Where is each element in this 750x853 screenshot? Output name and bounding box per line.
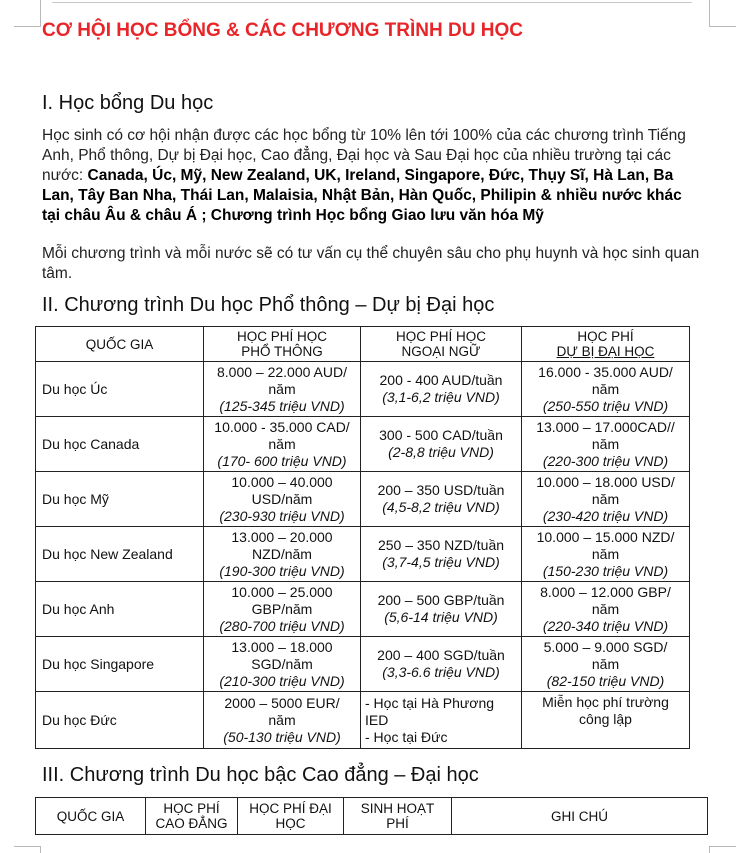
fee-line: SGD/năm — [251, 655, 313, 672]
fee-vnd: (150-230 triệu VND) — [542, 562, 669, 579]
table-row — [36, 417, 690, 472]
fee-line: năm — [591, 380, 620, 397]
foundation-fee-cell — [522, 637, 690, 692]
language-fee-cell — [361, 637, 522, 692]
country-cell: Du học New Zealand — [36, 527, 204, 582]
header-line: HỌC PHÍ HỌC — [395, 329, 486, 344]
page-corner-mark — [14, 846, 41, 853]
fee-vnd: (3,3-6.6 triệu VND) — [382, 664, 500, 680]
fee-line: GBP/năm — [251, 600, 313, 617]
fee-vnd: (82-150 triệu VND) — [546, 672, 665, 689]
fee-vnd: (5,6-14 triệu VND) — [384, 609, 498, 625]
fee-vnd: (230-930 triệu VND) — [219, 507, 345, 524]
header-line: HỌC PHÍ — [577, 329, 634, 344]
fee-vnd: (190-300 triệu VND) — [219, 562, 345, 579]
fee-line: USD/năm — [251, 490, 313, 507]
college-fee-table — [35, 797, 708, 835]
fee-vnd: (250-550 triệu VND) — [542, 397, 669, 414]
highschool-fee-cell — [204, 472, 361, 527]
language-fee-cell — [361, 362, 522, 417]
fee-line: 300 - 500 CAD/tuần — [379, 427, 503, 443]
fee-line: 13.000 – 20.000 — [231, 528, 333, 545]
header-line: SINH HOẠT — [360, 801, 435, 816]
header-line: DỰ BỊ ĐẠI HỌC — [556, 344, 655, 359]
fee-line: 10.000 – 18.000 USD/ — [536, 473, 675, 490]
header-living-cost — [344, 798, 452, 835]
foundation-fee-cell — [522, 527, 690, 582]
fee-line: NZD/năm — [252, 545, 312, 562]
fee-vnd: (230-420 triệu VND) — [542, 507, 669, 524]
scholarship-text: Học sinh có cơ hội nhận được các học bổng từ 10% lên tới 100% của các chương trình Tiếng Anh, Phổ thông, Dự bị Đại học, Cao đẳng, Đại học và Sau Đại học của nhiều trường tại các nước: — [42, 127, 686, 184]
language-fee-cell — [361, 472, 522, 527]
country-cell: Du học Mỹ — [36, 472, 204, 527]
fee-line: năm — [591, 545, 620, 562]
highschool-fee-cell — [204, 362, 361, 417]
header-line: CAO ĐẲNG — [155, 816, 228, 831]
fee-line: 250 – 350 NZD/tuần — [377, 537, 505, 553]
fee-line: năm — [268, 435, 296, 452]
table-row — [36, 637, 690, 692]
highschool-fee-cell — [204, 692, 361, 749]
header-language-fee — [361, 327, 522, 362]
fee-vnd: (50-130 triệu VND) — [223, 728, 341, 745]
table-row — [36, 362, 690, 417]
foundation-fee-cell — [522, 417, 690, 472]
fee-line: 2000 – 5000 EUR/ — [224, 694, 340, 711]
fee-line: 13.000 – 18.000 — [231, 638, 333, 655]
table-row — [36, 692, 690, 749]
header-line: HỌC PHÍ HỌC — [236, 329, 327, 344]
header-university-fee — [238, 798, 344, 835]
fee-vnd: (125-345 triệu VND) — [219, 397, 345, 414]
fee-line: 200 – 350 USD/tuần — [377, 482, 505, 498]
table-row — [36, 582, 690, 637]
fee-line: 10.000 – 40.000 — [231, 473, 333, 490]
table-row — [36, 527, 690, 582]
fee-line: 16.000 - 35.000 AUD/ — [538, 363, 673, 380]
fee-vnd: (4,5-8,2 triệu VND) — [382, 499, 500, 515]
page-corner-mark — [709, 0, 736, 27]
country-cell: Du học Singapore — [36, 637, 204, 692]
header-line: PHỔ THÔNG — [241, 344, 323, 359]
country-cell: Du học Đức — [36, 692, 204, 749]
country-cell: Du học Canada — [36, 417, 204, 472]
highschool-fee-cell — [204, 417, 361, 472]
highschool-fee-cell — [204, 637, 361, 692]
table-row — [36, 472, 690, 527]
fee-line: 10.000 – 25.000 — [231, 583, 333, 600]
header-line: NGOẠI NGỮ — [401, 344, 481, 359]
fee-vnd: (3,7-4,5 triệu VND) — [382, 554, 500, 570]
country-cell: Du học Anh — [36, 582, 204, 637]
table-header-row — [36, 798, 708, 835]
fee-line: năm — [268, 380, 296, 397]
section-heading-scholarship: I. Học bổng Du học — [42, 92, 214, 114]
fee-line: 200 – 400 SGD/tuần — [377, 647, 505, 663]
highschool-fee-cell — [204, 582, 361, 637]
country-cell: Du học Úc — [36, 362, 204, 417]
fee-vnd: (3,1-6,2 triệu VND) — [382, 389, 500, 405]
fee-vnd: (220-300 triệu VND) — [542, 452, 669, 469]
fee-line: 10.000 - 35.000 CAD/ — [214, 418, 350, 435]
header-line: HỌC PHÍ — [163, 801, 220, 816]
language-fee-cell — [361, 417, 522, 472]
section-heading-college: III. Chương trình Du học bậc Cao đẳng – Đại học — [42, 764, 479, 786]
fee-line: IED — [365, 711, 389, 728]
foundation-fee-cell — [522, 472, 690, 527]
scholarship-paragraph — [42, 126, 702, 226]
header-line: HỌC — [275, 816, 306, 831]
fee-line: - Học tại Đức — [365, 728, 448, 745]
fee-vnd: (280-700 triệu VND) — [219, 617, 345, 634]
fee-vnd: (210-300 triệu VND) — [219, 672, 345, 689]
fee-vnd: (2-8,8 triệu VND) — [388, 444, 494, 460]
fee-line: công lập — [579, 711, 632, 727]
header-country: QUỐC GIA — [36, 798, 146, 835]
fee-line: 200 – 500 GBP/tuần — [377, 592, 505, 608]
header-country: QUỐC GIA — [36, 327, 204, 362]
fee-line: 8.000 – 12.000 GBP/ — [540, 583, 671, 600]
page-corner-mark — [14, 0, 41, 27]
foundation-fee-cell — [522, 362, 690, 417]
highschool-fee-cell — [204, 527, 361, 582]
fee-line: năm — [591, 655, 620, 672]
header-highschool-fee — [204, 327, 361, 362]
document-title: CƠ HỘI HỌC BỔNG & CÁC CHƯƠNG TRÌNH DU HỌC — [42, 20, 523, 41]
table-header-row — [36, 327, 690, 362]
fee-vnd: (170- 600 triệu VND) — [217, 452, 347, 469]
fee-line: 5.000 – 9.000 SGD/ — [543, 638, 668, 655]
language-fee-cell — [361, 582, 522, 637]
scholarship-countries: Canada, Úc, Mỹ, New Zealand, UK, Ireland, Singapore, Đức, Thụy Sĩ, Hà Lan, Ba Lan, Tây Ban Nha, Thái Lan, Malaisia, Nhật Bản, Hàn Quốc, Philipin & nhiều nước khác tại châu Âu & châu Á ; Chương trình Học bổng Giao lưu văn hóa Mỹ — [42, 167, 682, 224]
foundation-fee-cell — [522, 582, 690, 637]
page-corner-mark — [709, 846, 736, 853]
section-heading-highschool: II. Chương trình Du học Phổ thông – Dự bị Đại học — [42, 294, 495, 316]
fee-line: - Học tại Hà Phương — [365, 694, 495, 711]
fee-line: Miễn học phí trường — [542, 694, 669, 710]
fee-line: 10.000 – 15.000 NZD/ — [536, 528, 675, 545]
language-fee-cell — [361, 527, 522, 582]
header-rule — [52, 0, 692, 3]
highschool-fee-table — [35, 326, 690, 749]
consulting-paragraph: Mỗi chương trình và mỗi nước sẽ có tư vấn cụ thể chuyên sâu cho phụ huynh và học sinh quan tâm. — [42, 245, 700, 282]
header-note: GHI CHÚ — [452, 798, 708, 835]
fee-line: năm — [591, 435, 620, 452]
fee-vnd: (220-340 triệu VND) — [542, 617, 669, 634]
fee-line: 13.000 – 17.000CAD// — [536, 418, 675, 435]
foundation-fee-cell — [522, 692, 690, 749]
fee-line: năm — [268, 711, 296, 728]
header-line: HỌC PHÍ ĐẠI — [249, 801, 332, 816]
fee-line: năm — [591, 600, 620, 617]
header-line: PHÍ — [386, 816, 409, 831]
language-fee-cell — [361, 692, 522, 749]
fee-line: 200 - 400 AUD/tuần — [379, 372, 503, 388]
header-foundation-fee — [522, 327, 690, 362]
header-college-fee — [146, 798, 238, 835]
fee-line: năm — [591, 490, 620, 507]
fee-line: 8.000 – 22.000 AUD/ — [217, 363, 347, 380]
